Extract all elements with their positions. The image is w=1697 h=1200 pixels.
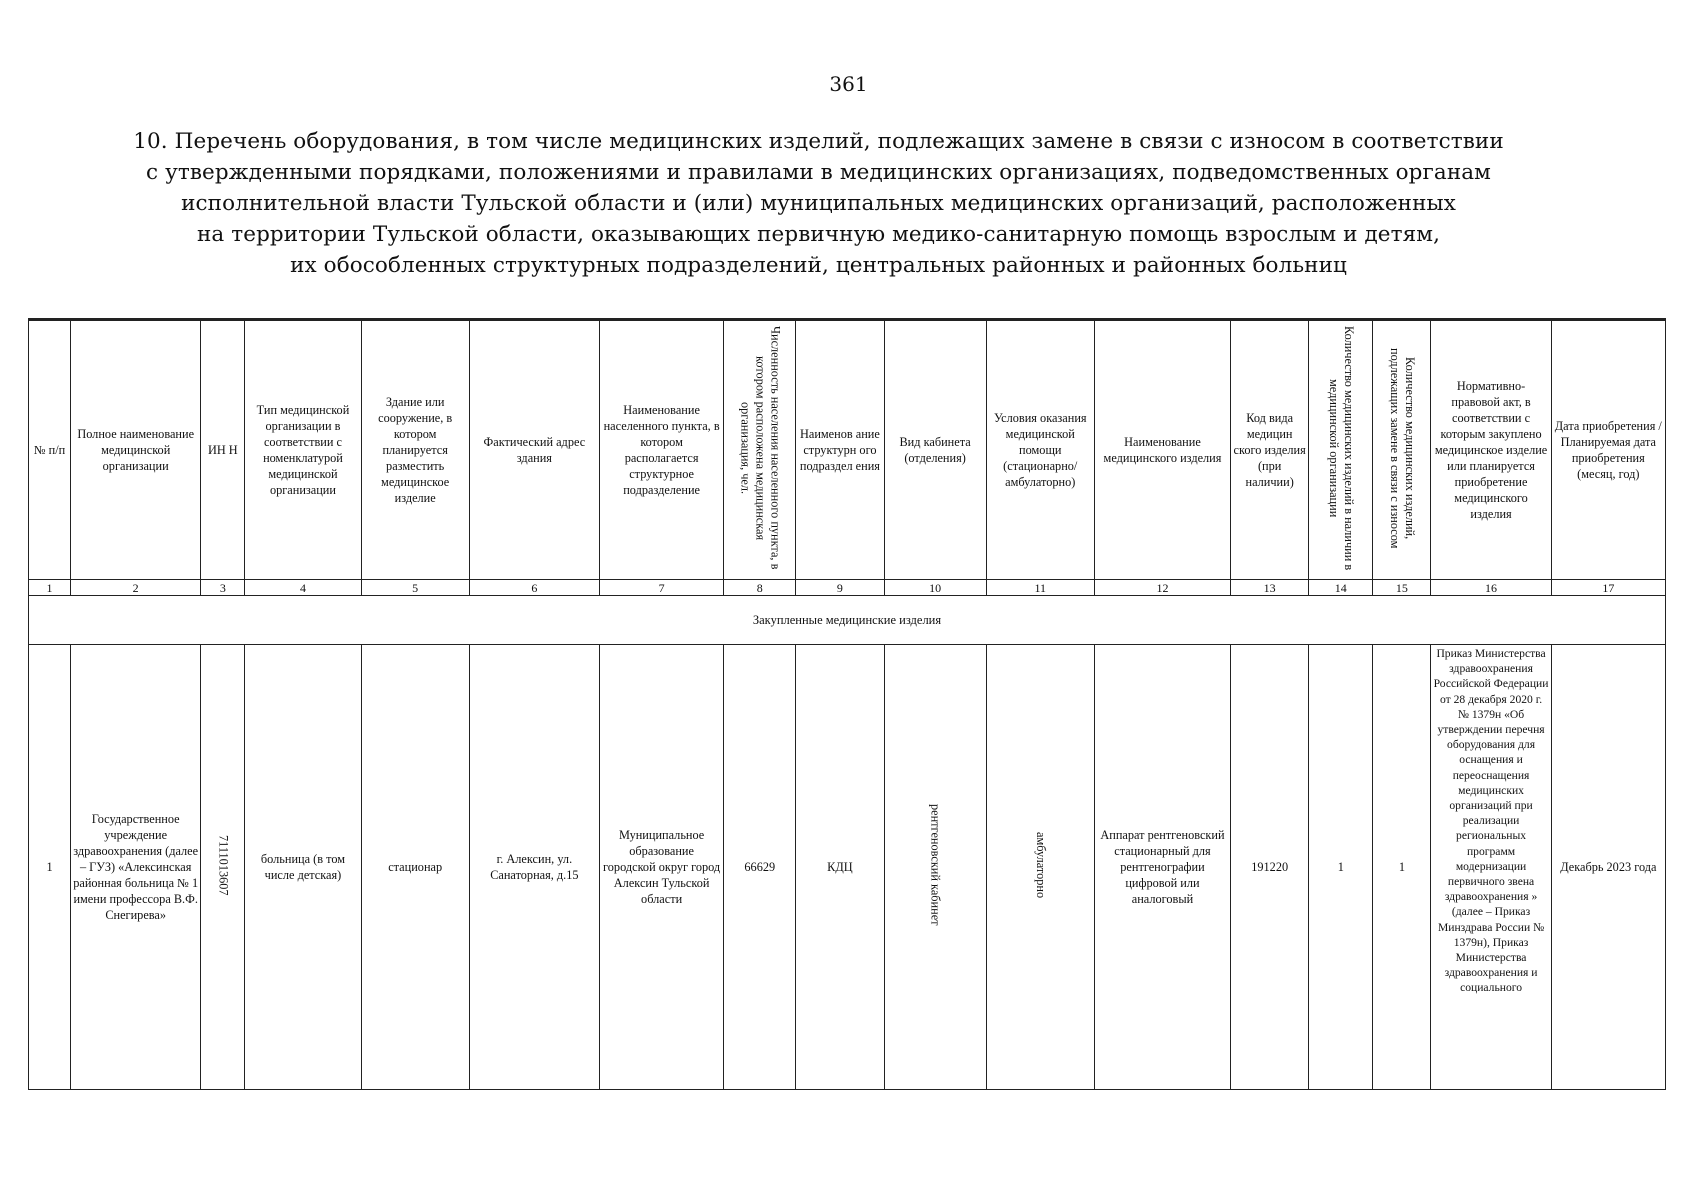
title-line: исполнительной власти Тульской области и (или) муниципальных медицинских организаций, расположенных	[181, 191, 1456, 216]
column-number: 17	[1551, 580, 1665, 596]
cell-subdivision: КДЦ	[796, 645, 884, 1090]
header-cell: Полное наименование медицинской организации	[71, 321, 201, 580]
column-number: 5	[361, 580, 469, 596]
header-cell: Нормативно-правовой акт, в соответствии с которым закуплено медицинское изделие или планируется приобретение медицинского изделия	[1431, 321, 1551, 580]
cell-date: Декабрь 2023 года	[1551, 645, 1665, 1090]
column-number: 6	[469, 580, 599, 596]
column-number: 12	[1094, 580, 1230, 596]
header-cell: Вид кабинета (отделения)	[884, 321, 986, 580]
header-cell: Тип медицинской организации в соответствии с номенклатурой медицинской организации	[245, 321, 361, 580]
header-cell: Наименов ание структурн ого подраздел ения	[796, 321, 884, 580]
cell-num: 1	[29, 645, 71, 1090]
header-cell: Дата приобретения / Планируемая дата приобретения (месяц, год)	[1551, 321, 1665, 580]
vertical-header-text: Количество медицинских изделий в наличии в медицинской организации	[1326, 325, 1356, 571]
cell-legal-act: Приказ Министерства здравоохранения Российской Федерации от 28 декабря 2020 г. № 1379н «Об утверждении перечня оборудования для оснащения и переоснащения медицинских организаций при реализации региональных программ модернизации первичного звена здравоохранения » (далее – Приказ Минздрава России № 1379н), Приказ Министерства здравоохранения и социального	[1431, 645, 1551, 1090]
column-number-row	[29, 580, 1666, 596]
cell-device-code: 191220	[1231, 645, 1309, 1090]
column-number: 13	[1231, 580, 1309, 596]
section-row	[29, 596, 1666, 645]
column-number: 10	[884, 580, 986, 596]
equipment-table	[28, 320, 1666, 1090]
cell-org-name: Государственное учреждение здравоохранения (далее – ГУЗ) «Алексинская районная больница № 1 имени профессора В.Ф. Снегирева»	[71, 645, 201, 1090]
cell-population: 66629	[724, 645, 796, 1090]
column-number: 3	[201, 580, 245, 596]
column-number: 2	[71, 580, 201, 596]
cell-qty-available: 1	[1309, 645, 1373, 1090]
conditions-text: амбулаторно	[1033, 831, 1048, 899]
title-line: с утвержденными порядками, положениями и правилами в медицинских организациях, подведомственных органам	[146, 160, 1491, 185]
section-title: Закупленные медицинские изделия	[29, 596, 1666, 645]
header-cell-vertical	[1373, 321, 1431, 580]
header-cell: ИН Н	[201, 321, 245, 580]
cell-conditions	[986, 645, 1094, 1090]
cell-qty-replace: 1	[1373, 645, 1431, 1090]
title-line: на территории Тульской области, оказывающих первичную медико-санитарную помощь взрослым и детям,	[196, 222, 1441, 247]
cell-device-name: Аппарат рентгеновский стационарный для рентгенографии цифровой или аналоговый	[1094, 645, 1230, 1090]
header-cell-vertical	[724, 321, 796, 580]
page-number: 361	[829, 72, 868, 96]
column-number: 14	[1309, 580, 1373, 596]
header-cell-vertical	[1309, 321, 1373, 580]
column-number: 9	[796, 580, 884, 596]
header-cell: Наименование населенного пункта, в котором располагается структурное подразделение	[600, 321, 724, 580]
header-cell: Фактический адрес здания	[469, 321, 599, 580]
header-cell: Здание или сооружение, в котором планируется разместить медицинское изделие	[361, 321, 469, 580]
header-cell: № п/п	[29, 321, 71, 580]
cell-settlement: Муниципальное образование городской округ город Алексин Тульской области	[600, 645, 724, 1090]
cabinet-text: рентгеновский кабинет	[928, 804, 943, 926]
column-number: 4	[245, 580, 361, 596]
column-number: 7	[600, 580, 724, 596]
vertical-header-text: Количество медицинских изделий, подлежащих замене в связи с износом	[1387, 347, 1417, 549]
column-number: 1	[29, 580, 71, 596]
cell-building: стационар	[361, 645, 469, 1090]
vertical-header-text: Численность населения населенного пункта, в котором расположена медицинская организация, чел.	[738, 326, 783, 570]
column-number: 15	[1373, 580, 1431, 596]
column-number: 16	[1431, 580, 1551, 596]
cell-inn	[201, 645, 245, 1090]
column-number: 8	[724, 580, 796, 596]
inn-text: 7111013607	[216, 834, 231, 896]
cell-address: г. Алексин, ул. Санаторная, д.15	[469, 645, 599, 1090]
header-cell: Условия оказания медицинской помощи (стационарно/ амбулаторно)	[986, 321, 1094, 580]
title-line: 10. Перечень оборудования, в том числе медицинских изделий, подлежащих замене в связи с износом в соответствии	[133, 129, 1504, 154]
header-cell: Код вида медицин ского изделия (при наличии)	[1231, 321, 1309, 580]
title-line: их обособленных структурных подразделений, центральных районных и районных больниц	[290, 253, 1347, 278]
header-row	[29, 321, 1666, 580]
column-number: 11	[986, 580, 1094, 596]
document-title	[60, 126, 1577, 281]
header-cell: Наименование медицинского изделия	[1094, 321, 1230, 580]
cell-cabinet	[884, 645, 986, 1090]
cell-org-type: больница (в том числе детская)	[245, 645, 361, 1090]
table-row	[29, 645, 1666, 1090]
